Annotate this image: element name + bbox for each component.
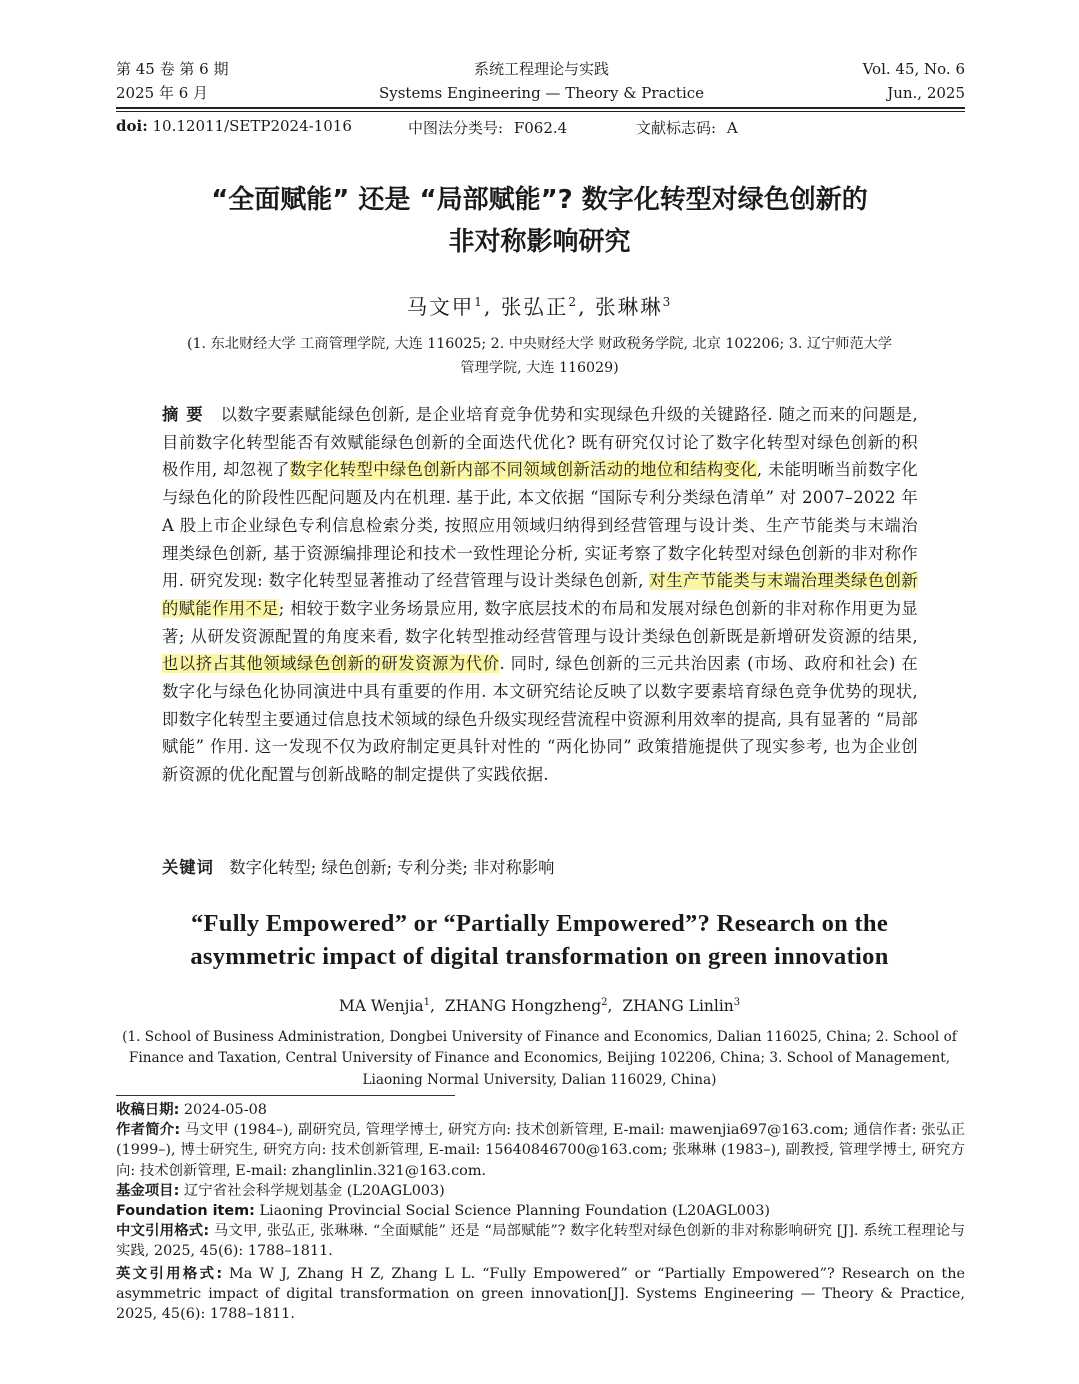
abstract-cn [162,401,918,789]
abstract-highlight-3: 也以挤占其他领域绿色创新的研发资源为代价 [162,654,500,674]
fund-label: 基金项目: [116,1182,180,1199]
citation-cn [116,1221,965,1261]
issue-volume-cn: 第 45 卷 第 6 期 [116,60,229,78]
affil-cn-line1: (1. 东北财经大学 工商管理学院, 大连 116025; 2. 中央财经大学 财政税务学院, 北京 102206; 3. 辽宁师范大学 [186,336,893,352]
footnote-rule [116,1095,455,1096]
keywords-cn [162,854,554,878]
author-en-1-affil: 1 [423,997,431,1008]
date-en: Jun., 2025 [887,84,965,102]
abstract-text-3: ; 相较于数字业务场景应用, 数字底层技术的布局和发展对绿色创新的非对称作用更为显著; 从研发资源配置的角度来看, 数字化转型推动经营管理与设计类绿色创新既是新增研发资源的结果, [162,598,918,646]
volume-en: Vol. 45, No. 6 [862,60,965,78]
author-cn-3-affil: 3 [662,295,673,310]
author-en-2-affil: 2 [601,997,608,1008]
title-en-line1: “Fully Empowered” or “Partially Empowered”? Research on the [190,910,889,937]
title-en [0,907,1079,973]
abstract-text-2: , 未能明晰当前数字化与绿色化的阶段性匹配问题及内在机理. 基于此, 本文依据 “国际专利分类绿色清单” 对 2007–2022 年 A 股上市企业绿色专利信息检索分类, 按照应用领域归纳得到经营管理与设计类、生产节能类与末端治理类绿色创新, 基于资源编排理论和技术一致性理论分析, 实证考察了数字化转型对绿色创新的非对称作用. 研究发现: 数字化转型显著推动了经营管理与设计类绿色创新, [162,460,918,591]
affiliations-en [0,1027,1079,1091]
affil-en-line2: Finance and Taxation, Central University of Finance and Economics, Beijing 102206, China; 3. School of Management, [128,1050,951,1067]
author-en-3: ZHANG Linlin [622,997,734,1016]
citation-en [116,1264,965,1325]
title-en-line2: asymmetric impact of digital transformation on green innovation [190,943,889,970]
doc-label: 文献标志码: [636,119,717,137]
affil-en-line1: (1. School of Business Administration, Dongbei University of Finance and Economics, Dalian 116025, China; 2. School of [122,1029,957,1045]
received-value: 2024-05-08 [183,1102,267,1118]
fund-cn [116,1181,965,1201]
doi-label: doi: [116,117,148,135]
title-cn-line1: “全面赋能” 还是 “局部赋能”? 数字化转型对绿色创新的 [211,185,868,215]
citation-cn-label: 中文引用格式: [116,1223,210,1240]
abstract-text-4: . 同时, 绿色创新的三元共治因素 (市场、政府和社会) 在数字化与绿色化协同演进中具有重要的作用. 本文研究结论反映了以数字要素培育绿色竞争优势的现状, 即数字化转型主要通过信息技术领域的绿色升级实现经营流程中资源利用效率的提高, 具有显著的 “局部赋能” 作用. 这一发现不仅为政府制定更具针对性的 “两化协同” 政策措施提供了现实参考, 也为企业创新资源的优化配置与创新战略的制定提供了实践依据. [162,654,918,785]
abstract-highlight-1: 数字化转型中绿色创新内部不同领域创新活动的地位和结构变化 [289,460,757,480]
clc-value: F062.4 [513,119,568,137]
received-date [116,1100,965,1120]
fund-en [116,1201,965,1221]
bio-label: 作者简介: [116,1122,181,1139]
keywords-text: 数字化转型; 绿色创新; 专利分类; 非对称影响 [229,858,555,877]
citation-en-value: Ma W J, Zhang H Z, Zhang L L. “Fully Empowered” or “Partially Empowered”? Research on the asymmetric impact of digital transformation on green innovation[J]. Systems Engineering — Theory & Practice, 2025, 45(6): 1788–1811. [116,1265,965,1323]
authors-en: MA Wenjia$^1$, ZHANG Hongzheng$^2$, ZHANG Linlin$^3$ [338,997,741,1016]
header-rule-thin [116,111,965,112]
footnotes [116,1100,965,1324]
issue-date-cn: 2025 年 6 月 [116,84,209,102]
author-cn-3: 张琳琳 [595,295,663,319]
journal-name-cn: 系统工程理论与实践 [473,60,609,78]
affil-en-line3: Liaoning Normal University, Dalian 116029, China) [362,1071,717,1088]
affil-cn-line2: 管理学院, 大连 116029) [460,360,619,376]
citation-en-label: 英文引用格式: [116,1265,223,1282]
author-en-2: ZHANG Hongzheng [444,997,602,1016]
abstract-label: 摘 要 [162,405,204,424]
keywords-label: 关键词 [162,858,214,877]
doi [116,117,352,135]
foundation-value: Liaoning Provincial Social Science Planning Foundation (L20AGL003) [259,1203,771,1220]
author-cn-2-affil: 2 [568,295,579,310]
doc-value: A [726,119,738,137]
journal-volume [863,57,965,105]
author-en-1: MA Wenjia [338,997,424,1016]
title-cn [0,179,1079,263]
header-rule-thick [116,107,965,109]
journal-name-en: Systems Engineering — Theory & Practice [378,84,705,102]
citation-cn-value: 马文甲, 张弘正, 张琳琳. “全面赋能” 还是 “局部赋能”? 数字化转型对绿色创新的非对称影响研究 [J]. 系统工程理论与实践, 2025, 45(6): 1788–1811. [116,1223,965,1260]
bio-value: 马文甲 (1984–), 副研究员, 管理学博士, 研究方向: 技术创新管理, E-mail: mawenjia697@163.com; 通信作者: 张弘正 (1999–), 博士研究生, 研究方向: 技术创新管理, E-mail: 15640846700@163.com; 张琳琳 (1983–), 副教授, 管理学博士, 研究方向: 技术创新管理, E-mail: zhanglinlin.321@163.com. [116,1122,965,1179]
author-cn-1: 马文甲 [406,295,475,319]
foundation-label: Foundation item: [116,1203,255,1220]
affiliations-cn [0,332,1079,380]
clc-label: 中图法分类号: [408,119,504,137]
doi-value: 10.12011/SETP2024-1016 [152,117,352,135]
abstract-highlight-2: 对生产节能类与末端治理类绿色创新的赋能作用不足 [162,571,918,618]
abstract-text-1: 以数字要素赋能绿色创新, 是企业培育竞争优势和实现绿色升级的关键路径. 随之而来的问题是, 目前数字化转型能否有效赋能绿色创新的全面迭代优化? 既有研究仅讨论了数字化转型对绿色创新的积极作用, 却忽视了 [162,405,918,480]
author-cn-1-affil: 1 [474,295,484,310]
author-en-3-affil: 3 [733,997,741,1008]
received-label: 收稿日期: [116,1102,180,1118]
fund-value: 辽宁省社会科学规划基金 (L20AGL003) [183,1182,445,1199]
clc-number [408,117,567,138]
authors-cn: 马文甲$^1$, 张弘正$^2$, 张琳琳$^3$ [406,295,673,319]
author-cn-2: 张弘正 [500,295,569,319]
author-bio [116,1120,965,1181]
title-cn-line2: 非对称影响研究 [448,227,631,257]
document-code [636,117,738,138]
